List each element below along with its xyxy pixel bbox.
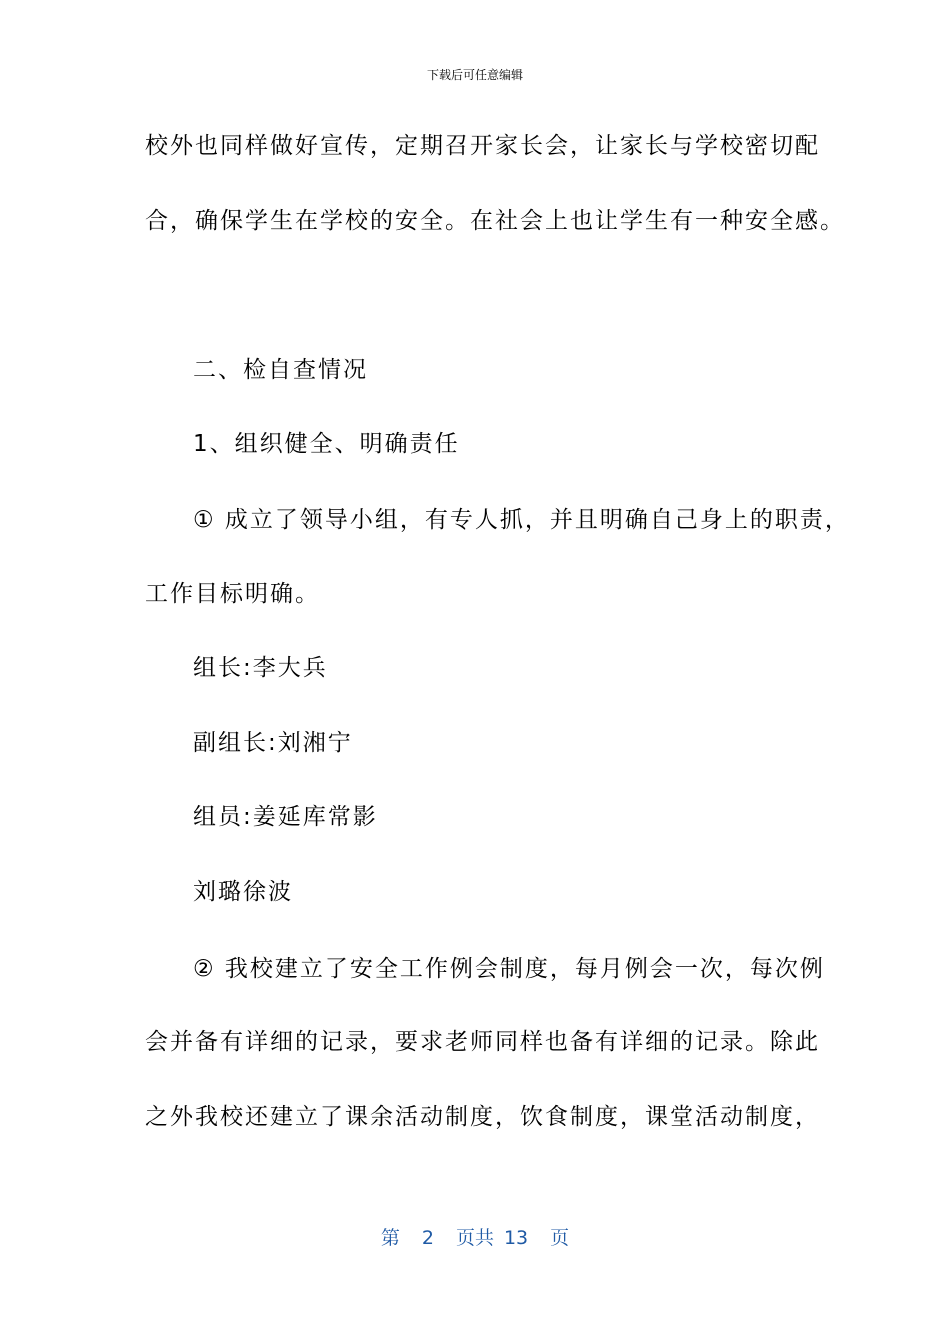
leader-line: 组长:李大兵 (193, 655, 328, 681)
deputy-leader-line: 副组长:刘湘宁 (193, 730, 353, 756)
page-mid: 页共 (455, 1227, 494, 1249)
subsection-heading: 1、组织健全、明确责任 (193, 431, 460, 457)
body-line-2: 合，确保学生在学校的安全。在社会上也让学生有一种安全感。 (145, 208, 845, 234)
members-line: 组员:姜延库常影 (193, 804, 378, 830)
body-line-item-2: ② 我校建立了安全工作例会制度，每月例会一次，每次例 (193, 956, 825, 982)
header-note: 下载后可任意编辑 (426, 68, 523, 82)
body-line-1: 校外也同样做好宣传，定期召开家长会，让家长与学校密切配 (145, 133, 820, 159)
page-prefix: 第 (380, 1227, 400, 1249)
page-total: 13 (503, 1227, 529, 1249)
body-line-item-2-cont-2: 之外我校还建立了课余活动制度，饮食制度，课堂活动制度， (145, 1104, 820, 1130)
section-heading: 二、检自查情况 (193, 357, 368, 383)
body-line-item-2-cont-1: 会并备有详细的记录，要求老师同样也备有详细的记录。除此 (145, 1029, 820, 1055)
members-line-cont: 刘璐徐波 (193, 879, 293, 905)
page-footer (0, 1225, 950, 1251)
body-line-item-1: ① 成立了领导小组，有专人抓，并且明确自己身上的职责， (193, 507, 850, 533)
body-line-item-1-cont: 工作目标明确。 (145, 581, 320, 607)
page-number: 2 (421, 1227, 434, 1249)
page-suffix: 页 (550, 1227, 570, 1249)
